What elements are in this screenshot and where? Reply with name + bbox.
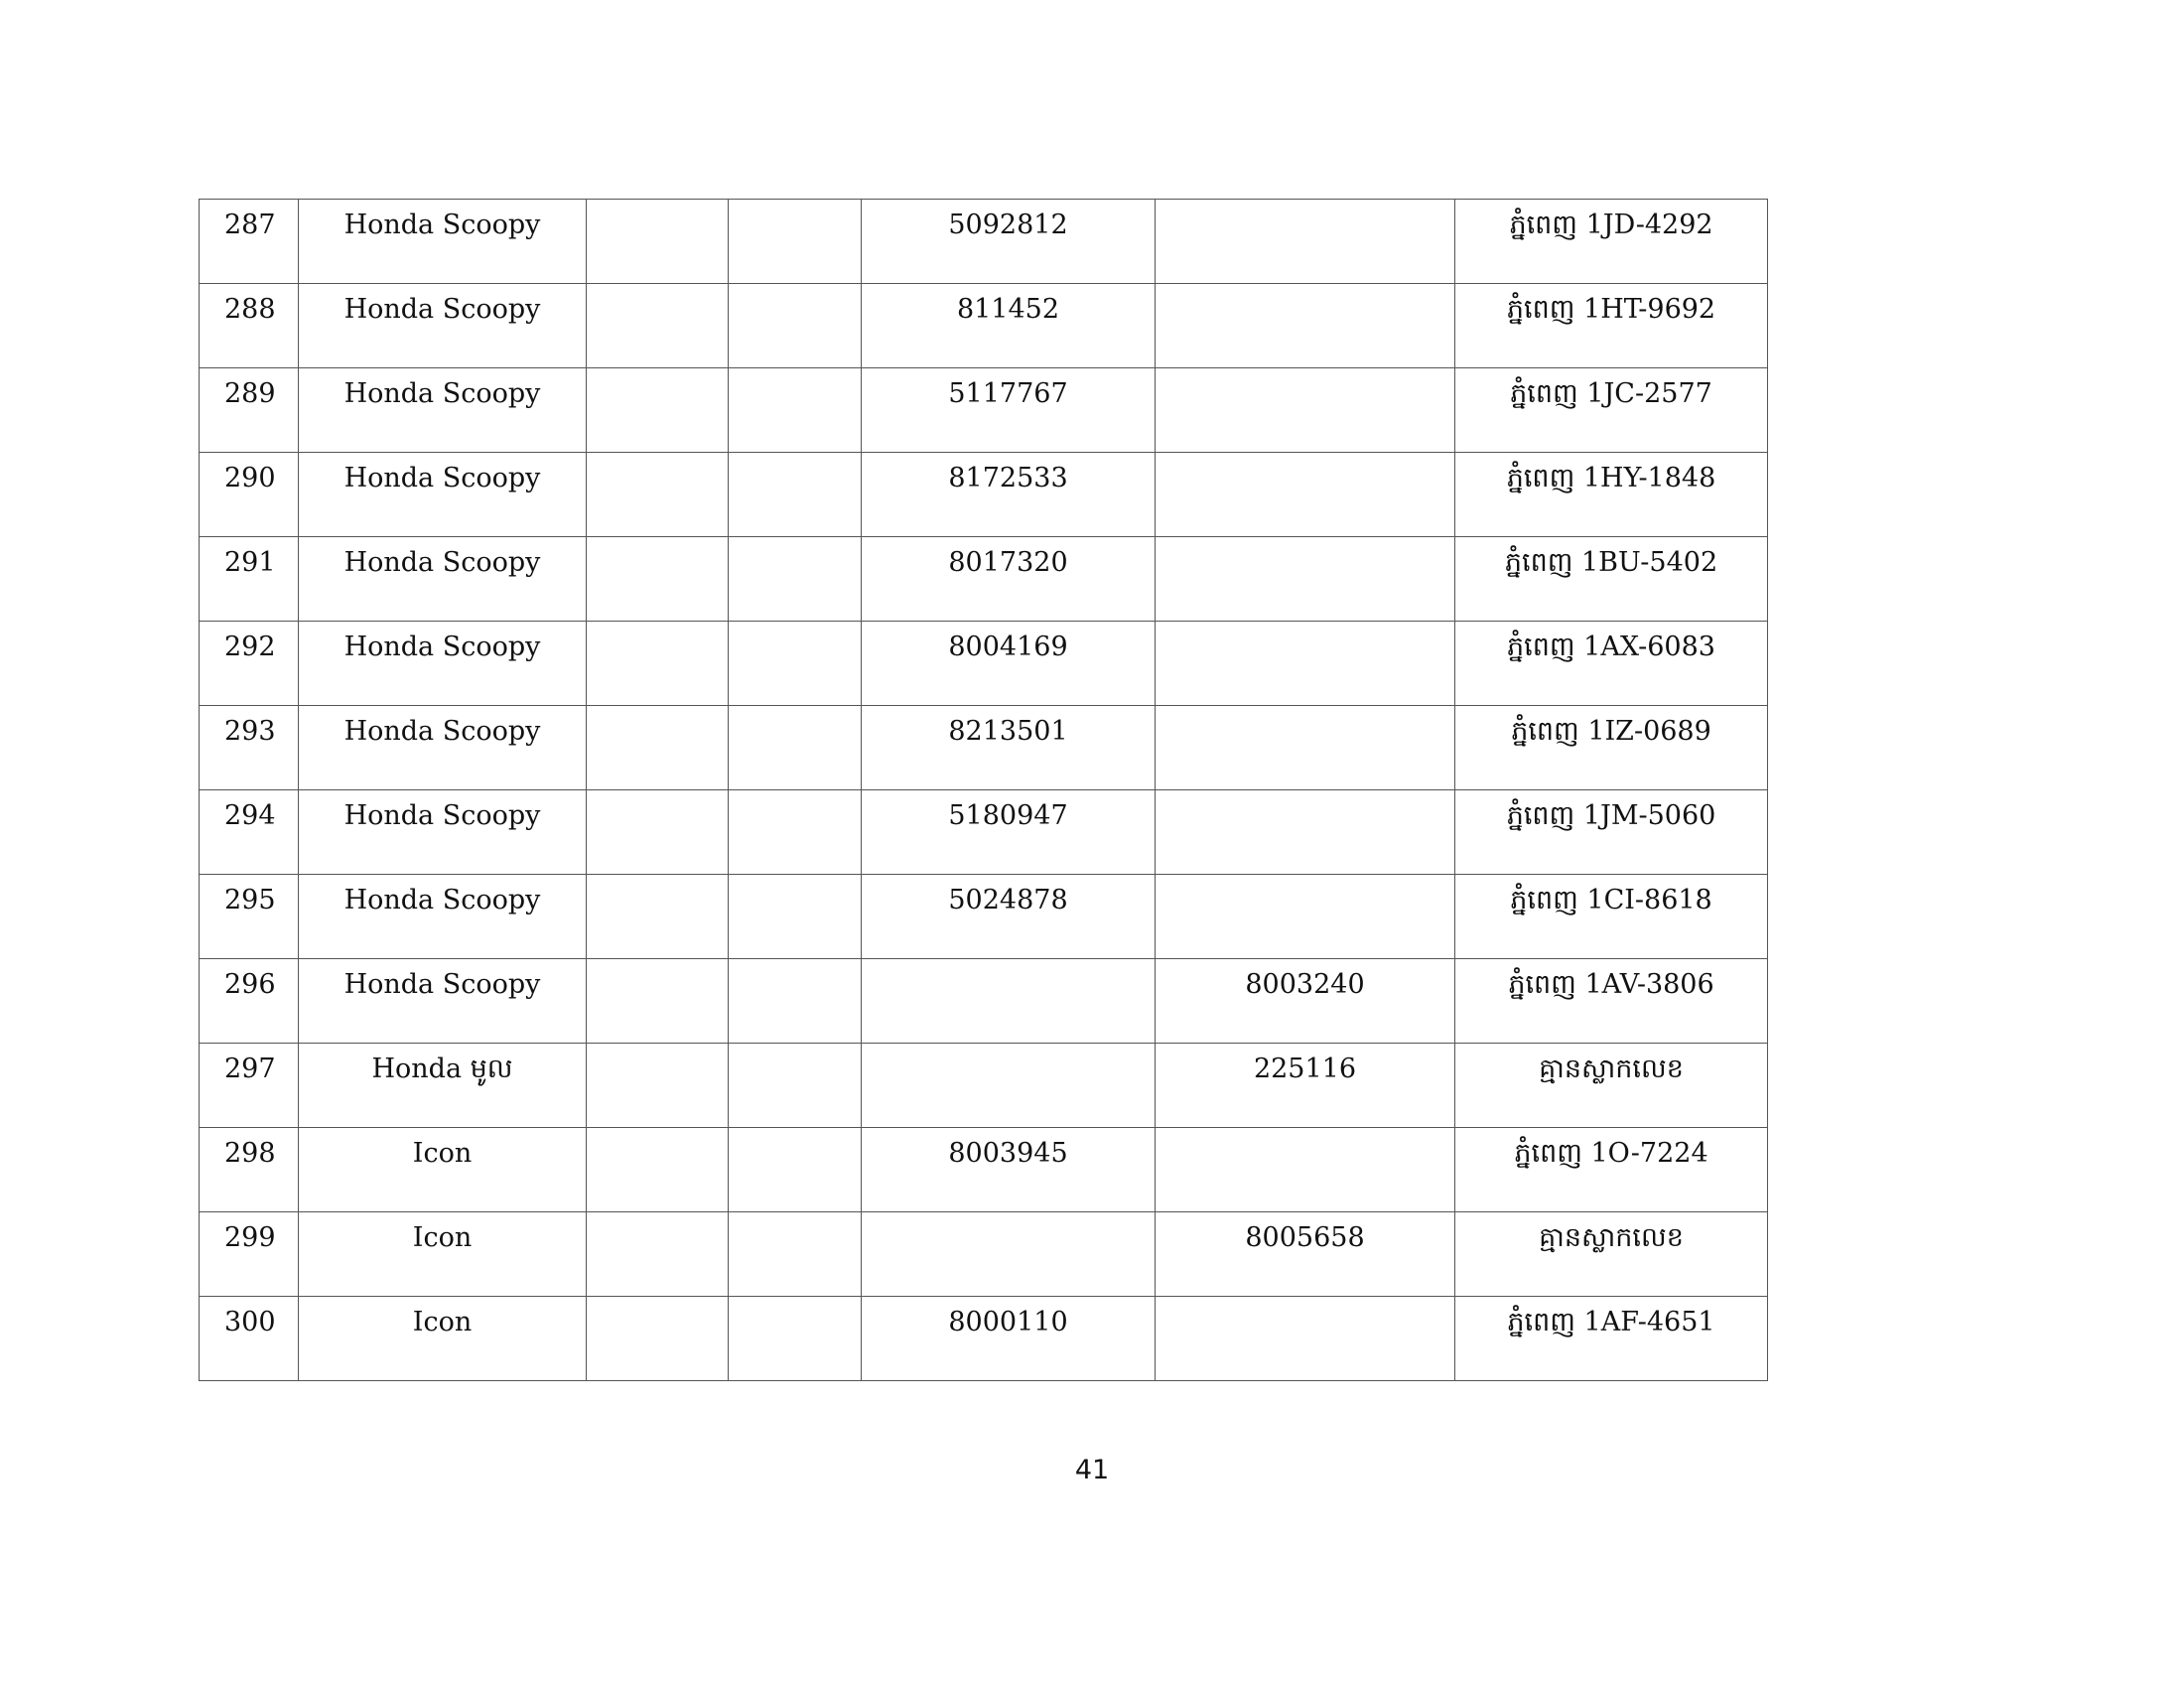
number-cell-1-cell (862, 1128, 1156, 1212)
vehicle-model-cell (299, 284, 587, 368)
table-row (200, 959, 1768, 1044)
number-cell-2-cell (1156, 622, 1455, 706)
empty-cell (587, 1128, 728, 1140)
license-plate-cell (1455, 1128, 1768, 1212)
empty-cell-cell (587, 790, 729, 875)
empty-cell (729, 1212, 861, 1224)
number-cell-1-cell (862, 368, 1156, 453)
row-number: 291 (224, 547, 276, 578)
vehicle-model-cell (299, 790, 587, 875)
number-cell-1: 8213501 (948, 716, 1068, 747)
vehicle-model: Honda Scoopy (343, 716, 541, 747)
row-number-cell (200, 1128, 299, 1212)
number-cell-1-cell (862, 537, 1156, 622)
empty-cell (729, 453, 861, 465)
empty-cell (729, 622, 861, 633)
empty-cell-cell (587, 453, 729, 537)
number-cell-1-cell (862, 1044, 1156, 1128)
number-cell-1: 8172533 (948, 463, 1068, 493)
number-cell-2-cell (1156, 1128, 1455, 1212)
number-cell-2 (1156, 622, 1454, 633)
empty-cell-cell (729, 622, 862, 706)
row-number: 298 (224, 1138, 276, 1169)
vehicle-model-cell (299, 875, 587, 959)
row-number: 288 (224, 294, 276, 325)
empty-cell-cell (729, 284, 862, 368)
vehicle-model-cell (299, 453, 587, 537)
empty-cell (587, 875, 728, 887)
empty-cell (587, 200, 728, 211)
vehicle-model: Honda Scoopy (343, 463, 541, 493)
vehicle-model-cell (299, 200, 587, 284)
empty-cell-cell (587, 1128, 729, 1212)
row-number-cell (200, 284, 299, 368)
vehicle-model: Honda Scoopy (343, 885, 541, 915)
number-cell-2 (1156, 537, 1454, 549)
row-number: 290 (224, 463, 276, 493)
number-cell-2: 8005658 (1245, 1222, 1365, 1253)
number-cell-2-cell (1156, 453, 1455, 537)
empty-cell (587, 284, 728, 296)
table-row (200, 1212, 1768, 1297)
empty-cell-cell (587, 368, 729, 453)
empty-cell-cell (729, 1212, 862, 1297)
vehicle-model: Honda Scoopy (343, 378, 541, 409)
license-plate: ភ្នំពេញ 1BU-5402 (1504, 547, 1718, 578)
row-number-cell (200, 200, 299, 284)
row-number-cell (200, 453, 299, 537)
number-cell-1-cell (862, 453, 1156, 537)
table-row (200, 1128, 1768, 1212)
vehicle-model-cell (299, 1044, 587, 1128)
number-cell-1: 8004169 (948, 632, 1068, 662)
vehicle-table (199, 199, 1768, 1381)
empty-cell-cell (587, 875, 729, 959)
number-cell-2-cell (1156, 368, 1455, 453)
table-row (200, 1044, 1768, 1128)
number-cell-1: 811452 (956, 294, 1060, 325)
row-number: 295 (224, 885, 276, 915)
row-number-cell (200, 706, 299, 790)
number-cell-2 (1156, 1297, 1454, 1309)
empty-cell (587, 959, 728, 971)
empty-cell (729, 790, 861, 802)
empty-cell (587, 1212, 728, 1224)
empty-cell (729, 875, 861, 887)
license-plate-cell (1455, 959, 1768, 1044)
vehicle-model-cell (299, 959, 587, 1044)
number-cell-2-cell (1156, 1212, 1455, 1297)
number-cell-2-cell (1156, 790, 1455, 875)
table-row (200, 284, 1768, 368)
row-number-cell (200, 959, 299, 1044)
number-cell-1-cell (862, 1297, 1156, 1381)
empty-cell-cell (729, 706, 862, 790)
page-number: 41 (1074, 1455, 1110, 1485)
empty-cell-cell (729, 790, 862, 875)
table-row (200, 200, 1768, 284)
license-plate-cell (1455, 1212, 1768, 1297)
row-number: 293 (224, 716, 276, 747)
row-number-cell (200, 622, 299, 706)
vehicle-model: Honda Scoopy (343, 294, 541, 325)
license-plate: ភ្នំពេញ 1JD-4292 (1509, 210, 1713, 240)
vehicle-model-cell (299, 1128, 587, 1212)
license-plate-cell (1455, 200, 1768, 284)
license-plate: ភ្នំពេញ 1AV-3806 (1508, 969, 1714, 1000)
license-plate: គ្មានស្លាកលេខ (1539, 1054, 1684, 1084)
license-plate: ភ្នំពេញ 1HT-9692 (1506, 294, 1716, 325)
row-number: 289 (224, 378, 276, 409)
number-cell-1-cell (862, 284, 1156, 368)
row-number: 287 (224, 210, 276, 240)
vehicle-model: Honda Scoopy (343, 210, 541, 240)
row-number-cell (200, 790, 299, 875)
row-number-cell (200, 1212, 299, 1297)
vehicle-model-cell (299, 706, 587, 790)
number-cell-1: 5092812 (948, 210, 1068, 240)
row-number-cell (200, 1044, 299, 1128)
license-plate-cell (1455, 706, 1768, 790)
vehicle-model: Icon (412, 1138, 473, 1169)
number-cell-1-cell (862, 200, 1156, 284)
number-cell-2-cell (1156, 284, 1455, 368)
number-cell-2 (1156, 368, 1454, 380)
number-cell-1: 8000110 (948, 1307, 1068, 1337)
vehicle-model-cell (299, 1212, 587, 1297)
row-number: 297 (224, 1054, 276, 1084)
license-plate: ភ្នំពេញ 1HY-1848 (1506, 463, 1716, 493)
number-cell-1-cell (862, 622, 1156, 706)
empty-cell (587, 453, 728, 465)
empty-cell (729, 706, 861, 718)
vehicle-model-cell (299, 537, 587, 622)
vehicle-model: Honda Scoopy (343, 800, 541, 831)
empty-cell-cell (587, 284, 729, 368)
empty-cell-cell (729, 537, 862, 622)
number-cell-1: 5024878 (948, 885, 1068, 915)
number-cell-2: 8003240 (1245, 969, 1365, 1000)
number-cell-1: 8003945 (948, 1138, 1068, 1169)
number-cell-2 (1156, 1128, 1454, 1140)
vehicle-model: Icon (412, 1307, 473, 1337)
empty-cell-cell (729, 453, 862, 537)
license-plate-cell (1455, 622, 1768, 706)
license-plate: ភ្នំពេញ 1CI-8618 (1510, 885, 1712, 915)
empty-cell (587, 622, 728, 633)
license-plate-cell (1455, 453, 1768, 537)
row-number-cell (200, 368, 299, 453)
license-plate-cell (1455, 284, 1768, 368)
empty-cell (729, 959, 861, 971)
vehicle-model-cell (299, 622, 587, 706)
table-row (200, 453, 1768, 537)
empty-cell (587, 537, 728, 549)
number-cell-1: 8017320 (948, 547, 1068, 578)
row-number: 296 (224, 969, 276, 1000)
license-plate-cell (1455, 368, 1768, 453)
empty-cell-cell (587, 1212, 729, 1297)
license-plate-cell (1455, 875, 1768, 959)
number-cell-2 (1156, 875, 1454, 887)
table-row (200, 706, 1768, 790)
number-cell-1-cell (862, 790, 1156, 875)
empty-cell-cell (587, 622, 729, 706)
empty-cell-cell (729, 959, 862, 1044)
empty-cell (587, 1044, 728, 1055)
table-row (200, 790, 1768, 875)
number-cell-1-cell (862, 875, 1156, 959)
license-plate: ភ្នំពេញ 1JM-5060 (1506, 800, 1716, 831)
empty-cell (729, 537, 861, 549)
license-plate-cell (1455, 1044, 1768, 1128)
row-number-cell (200, 1297, 299, 1381)
number-cell-1 (862, 1212, 1155, 1224)
vehicle-model: Honda Scoopy (343, 969, 541, 1000)
empty-cell-cell (587, 959, 729, 1044)
empty-cell (729, 1297, 861, 1309)
empty-cell-cell (587, 537, 729, 622)
license-plate-cell (1455, 790, 1768, 875)
empty-cell (587, 790, 728, 802)
number-cell-1: 5180947 (948, 800, 1068, 831)
license-plate: ភ្នំពេញ 1AX-6083 (1507, 632, 1715, 662)
license-plate-cell (1455, 1297, 1768, 1381)
row-number: 292 (224, 632, 276, 662)
row-number: 299 (224, 1222, 276, 1253)
row-number-cell (200, 875, 299, 959)
empty-cell-cell (587, 200, 729, 284)
number-cell-2 (1156, 453, 1454, 465)
empty-cell (729, 1128, 861, 1140)
empty-cell-cell (729, 1297, 862, 1381)
vehicle-model: Honda Scoopy (343, 547, 541, 578)
empty-cell (587, 1297, 728, 1309)
table-row (200, 1297, 1768, 1381)
empty-cell (729, 368, 861, 380)
license-plate: ភ្នំពេញ 1O-7224 (1514, 1138, 1708, 1169)
vehicle-model: Honda មូល (371, 1054, 513, 1084)
number-cell-1 (862, 1044, 1155, 1055)
number-cell-2-cell (1156, 1297, 1455, 1381)
license-plate: ភ្នំពេញ 1AF-4651 (1507, 1307, 1715, 1337)
number-cell-2 (1156, 284, 1454, 296)
number-cell-1-cell (862, 1212, 1156, 1297)
license-plate: គ្មានស្លាកលេខ (1539, 1222, 1684, 1253)
table-row (200, 537, 1768, 622)
empty-cell-cell (729, 368, 862, 453)
row-number-cell (200, 537, 299, 622)
empty-cell-cell (729, 1128, 862, 1212)
number-cell-2 (1156, 790, 1454, 802)
table-row (200, 368, 1768, 453)
number-cell-2-cell (1156, 959, 1455, 1044)
empty-cell (729, 1044, 861, 1055)
number-cell-1: 5117767 (948, 378, 1068, 409)
number-cell-2 (1156, 706, 1454, 718)
row-number: 300 (224, 1307, 276, 1337)
empty-cell (729, 284, 861, 296)
row-number: 294 (224, 800, 276, 831)
empty-cell (587, 368, 728, 380)
empty-cell (587, 706, 728, 718)
number-cell-2-cell (1156, 1044, 1455, 1128)
empty-cell-cell (729, 200, 862, 284)
empty-cell (729, 200, 861, 211)
number-cell-2-cell (1156, 200, 1455, 284)
empty-cell-cell (587, 1044, 729, 1128)
vehicle-model: Icon (412, 1222, 473, 1253)
license-plate: ភ្នំពេញ 1IZ-0689 (1511, 716, 1711, 747)
table-row (200, 622, 1768, 706)
table-row (200, 875, 1768, 959)
empty-cell-cell (729, 1044, 862, 1128)
vehicle-model-cell (299, 368, 587, 453)
number-cell-1-cell (862, 959, 1156, 1044)
number-cell-2-cell (1156, 537, 1455, 622)
number-cell-2-cell (1156, 706, 1455, 790)
license-plate-cell (1455, 537, 1768, 622)
number-cell-1 (862, 959, 1155, 971)
number-cell-1-cell (862, 706, 1156, 790)
number-cell-2-cell (1156, 875, 1455, 959)
empty-cell-cell (587, 706, 729, 790)
vehicle-model-cell (299, 1297, 587, 1381)
license-plate: ភ្នំពេញ 1JC-2577 (1510, 378, 1712, 409)
vehicle-model: Honda Scoopy (343, 632, 541, 662)
number-cell-2: 225116 (1253, 1054, 1357, 1084)
empty-cell-cell (729, 875, 862, 959)
number-cell-2 (1156, 200, 1454, 211)
empty-cell-cell (587, 1297, 729, 1381)
